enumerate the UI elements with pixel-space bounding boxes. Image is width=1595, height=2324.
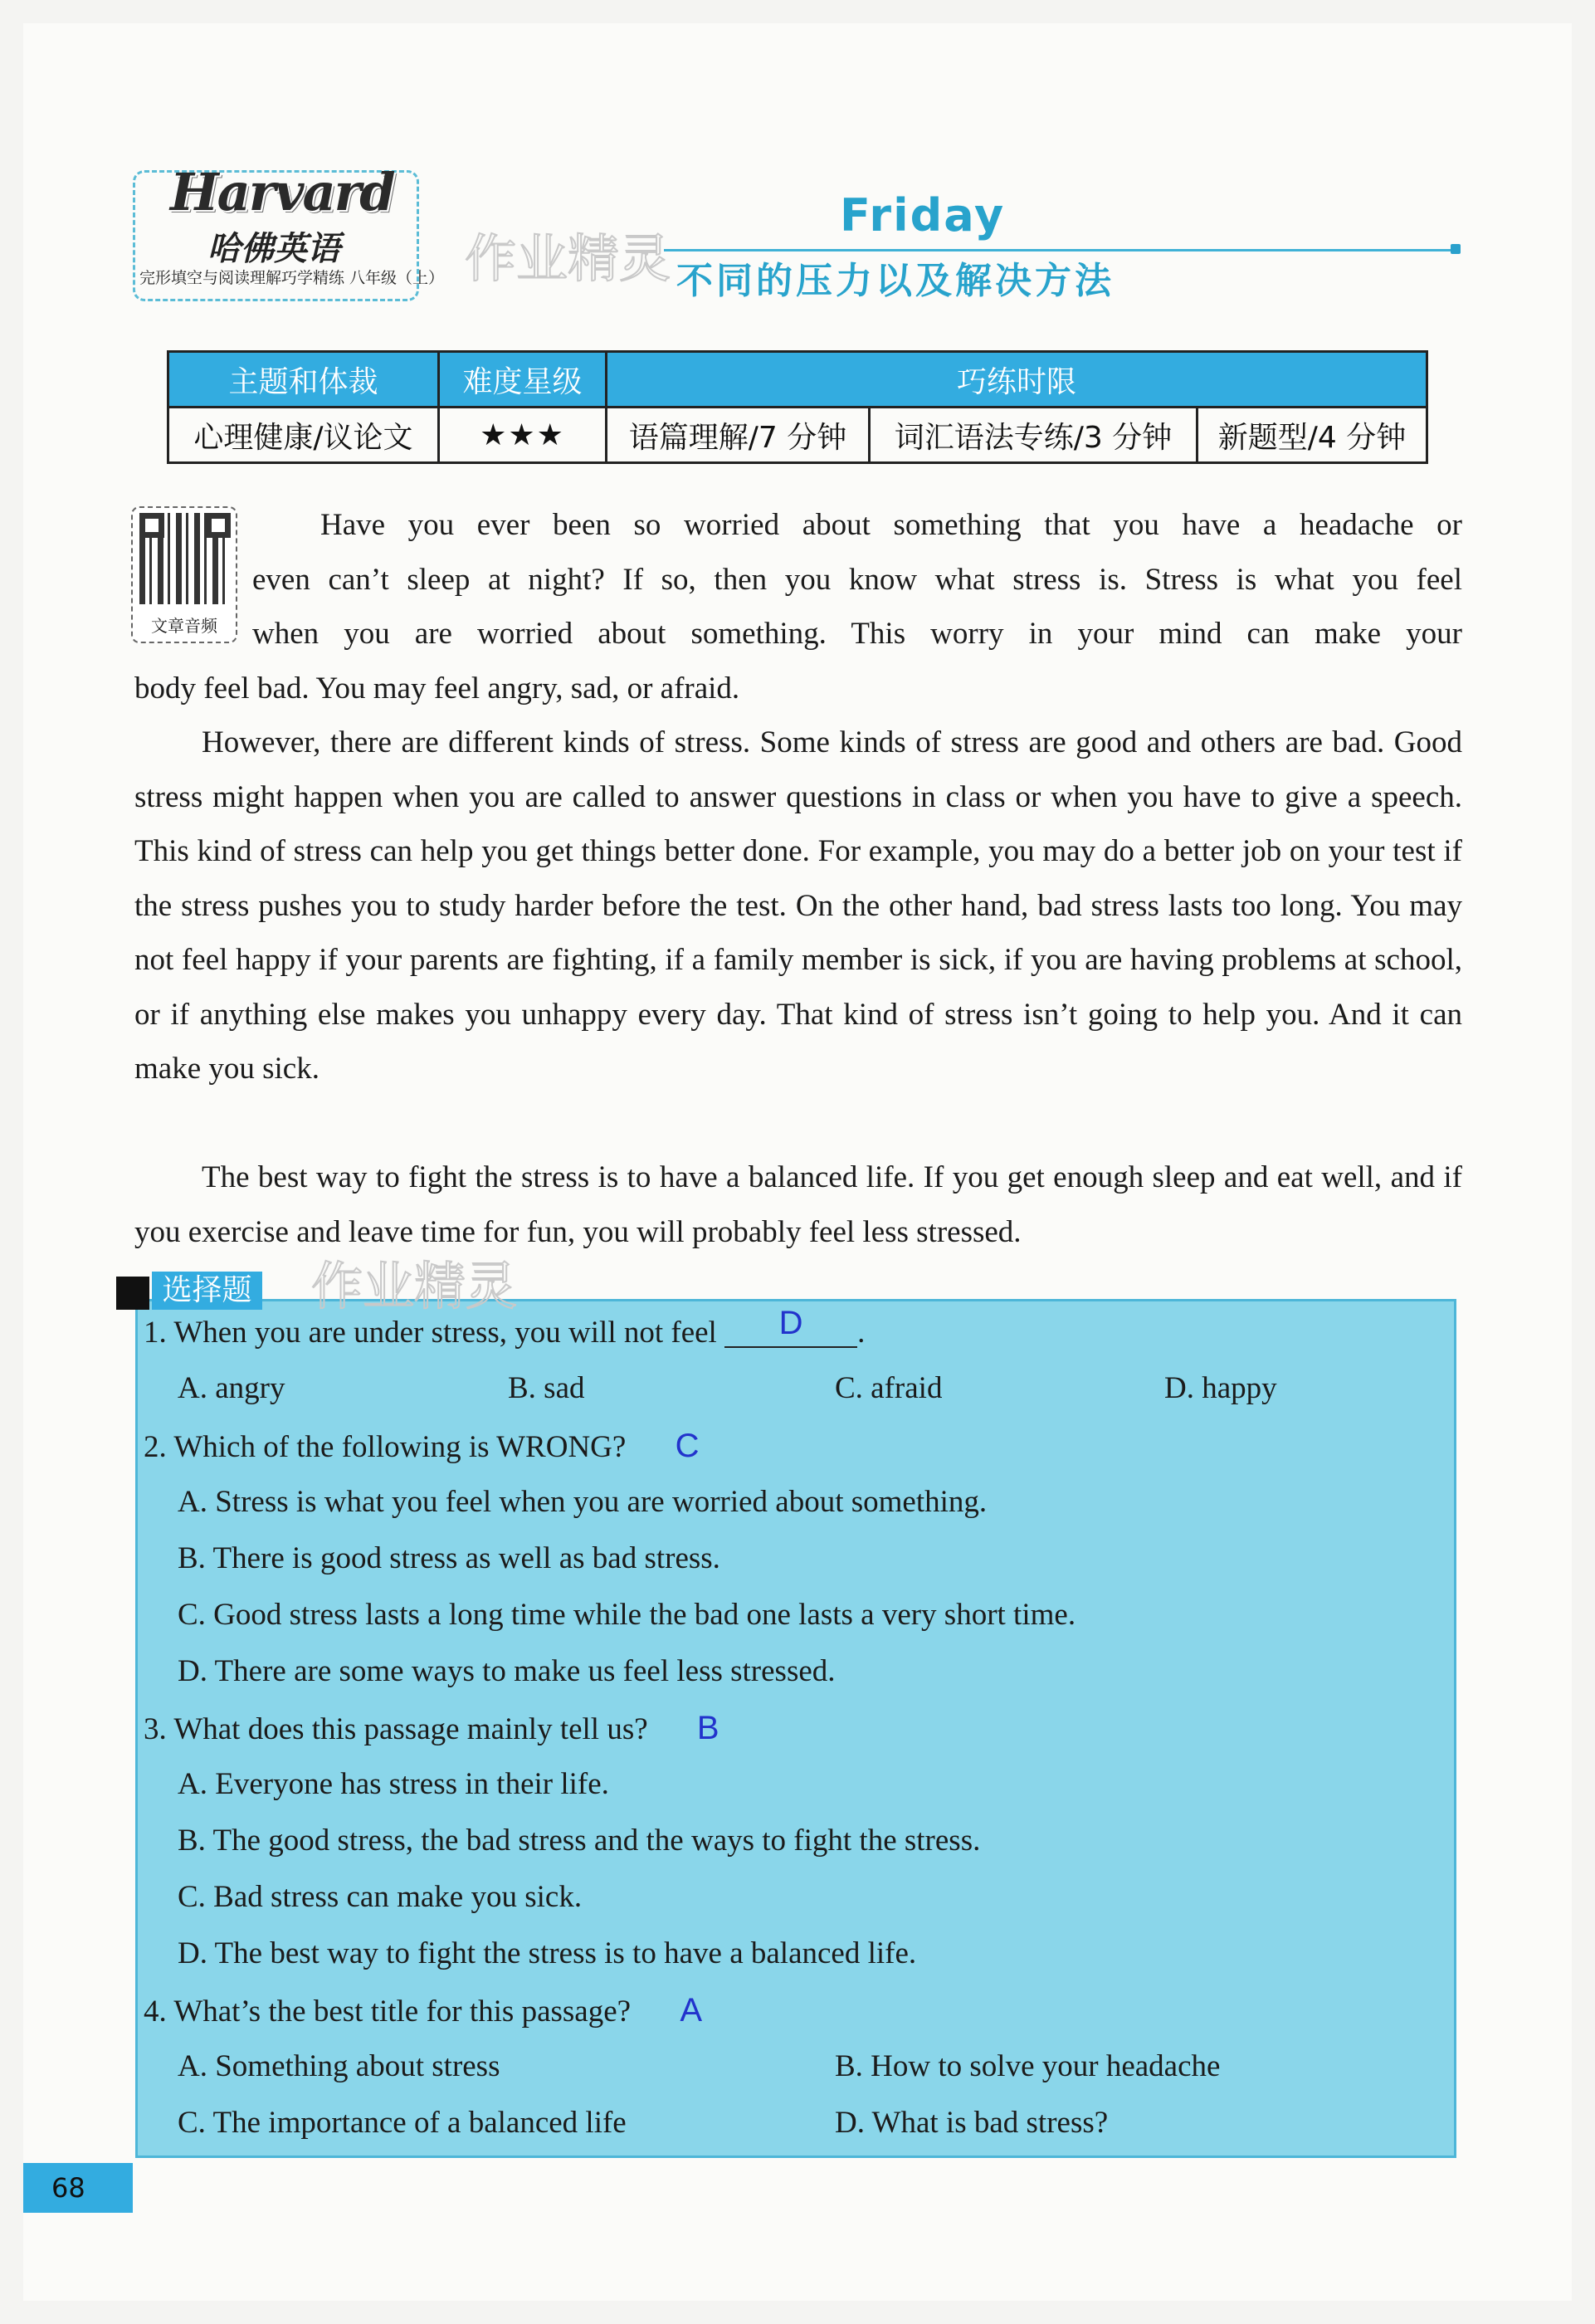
header-topic: 主题和体裁 — [168, 352, 439, 408]
watermark: 作业精灵 — [311, 1256, 518, 1316]
section-marker — [116, 1277, 149, 1310]
time-vocab: 词汇语法专练/3 分钟 — [870, 408, 1197, 463]
answer-mark: C — [675, 1428, 700, 1464]
passage-paragraph-2 — [134, 715, 1462, 1096]
q2-option-d: D. There are some ways to make us feel less stressed. — [178, 1654, 836, 1688]
passage-text: However, there are different kinds of stress. Some kinds of stress are good and others are bad. Good stress might happen when you are called to answer questions in class or when you have to give a speech. This kind of stress can help you get things better done. For example, you may do a better job on your test if the stress pushes you to study harder before the test. On the other hand, bad stress lasts too long. You may not feel happy if your parents are fighting, if a family member is sick, if you are having problems at school, or if anything else makes you unhappy every day. That kind of stress isn’t going to help you. And it can make you sick. — [134, 725, 1462, 1086]
q2-option-b: B. There is good stress as well as bad stress. — [178, 1541, 720, 1575]
qr-label: 文章音频 — [151, 616, 217, 636]
q4-option-b: B. How to solve your headache — [835, 2049, 1221, 2083]
page-number: 68 — [23, 2163, 133, 2213]
q4-option-d: D. What is bad stress? — [835, 2106, 1109, 2140]
time-reading: 语篇理解/7 分钟 — [607, 408, 870, 463]
question-stem: 3. What does this passage mainly tell us? — [144, 1712, 648, 1746]
question-1: 1. When you are under stress, you will not feel D . — [144, 1305, 866, 1350]
passage-line: even can’t sleep at night? If so, then you know what stress is. Stress is what you feel — [252, 562, 1462, 597]
q3-option-b: B. The good stress, the bad stress and the ways to fight the stress. — [178, 1824, 981, 1858]
question-3 — [144, 1710, 719, 1747]
passage-text: The best way to fight the stress is to have a balanced life. If you get enough sleep and eat well, and if you exercise and leave time for fun, you will probably feel less stressed. — [134, 1160, 1462, 1249]
question-4 — [144, 1992, 702, 2029]
brand-chinese-name: 哈佛英语 — [207, 230, 340, 268]
q1-option-c: C. afraid — [835, 1371, 943, 1405]
q3-option-c: C. Bad stress can make you sick. — [178, 1880, 583, 1914]
q2-option-a: A. Stress is what you feel when you are worried about something. — [178, 1485, 988, 1519]
answer-mark: A — [680, 1992, 703, 2029]
header-time-limit: 巧练时限 — [607, 352, 1427, 408]
q1-option-d: D. happy — [1164, 1371, 1277, 1405]
passage-line: body feel bad. You may feel angry, sad, or afraid. — [134, 671, 740, 706]
passage-line: when you are worried about something. This worry in your mind can make your — [252, 617, 1462, 651]
passage-line: Have you ever been so worried about something that you have a headache or — [320, 508, 1462, 542]
header-difficulty: 难度星级 — [439, 352, 607, 408]
day-heading: Friday — [840, 189, 1006, 242]
difficulty-stars: ★★★ — [439, 408, 607, 463]
brand-subtitle: 完形填空与阅读理解巧学精练 八年级（上） — [139, 269, 445, 287]
q2-option-c: C. Good stress lasts a long time while the bad one lasts a very short time. — [178, 1598, 1076, 1632]
q4-option-c: C. The importance of a balanced life — [178, 2106, 627, 2140]
answer-mark: B — [696, 1710, 719, 1746]
watermark: 作业精灵 — [465, 228, 671, 289]
question-stem: 4. What’s the best title for this passage? — [144, 1994, 632, 2029]
time-new-type: 新题型/4 分钟 — [1197, 408, 1427, 463]
topic-value: 心理健康/议论文 — [168, 408, 439, 463]
question-2 — [144, 1428, 699, 1465]
q4-option-a: A. Something about stress — [178, 2049, 500, 2083]
heading-rule-dot — [1451, 244, 1461, 254]
question-stem: 1. When you are under stress, you will not feel — [144, 1316, 717, 1350]
answer-blank — [724, 1305, 857, 1348]
q1-option-b: B. sad — [508, 1371, 585, 1405]
brand-logo-text: Harvard — [170, 162, 394, 222]
question-stem: 2. Which of the following is WRONG? — [144, 1430, 627, 1464]
lesson-title: 不同的压力以及解决方法 — [676, 260, 1115, 302]
passage-paragraph-1 — [134, 498, 1462, 715]
answer-mark: D — [778, 1305, 803, 1341]
info-table — [167, 350, 1428, 464]
q3-option-a: A. Everyone has stress in their life. — [178, 1767, 609, 1801]
q3-option-d: D. The best way to fight the stress is to have a balanced life. — [178, 1936, 917, 1970]
questions-title: 选择题 — [152, 1272, 262, 1310]
passage-paragraph-3 — [134, 1150, 1462, 1259]
q1-option-a: A. angry — [178, 1371, 285, 1405]
